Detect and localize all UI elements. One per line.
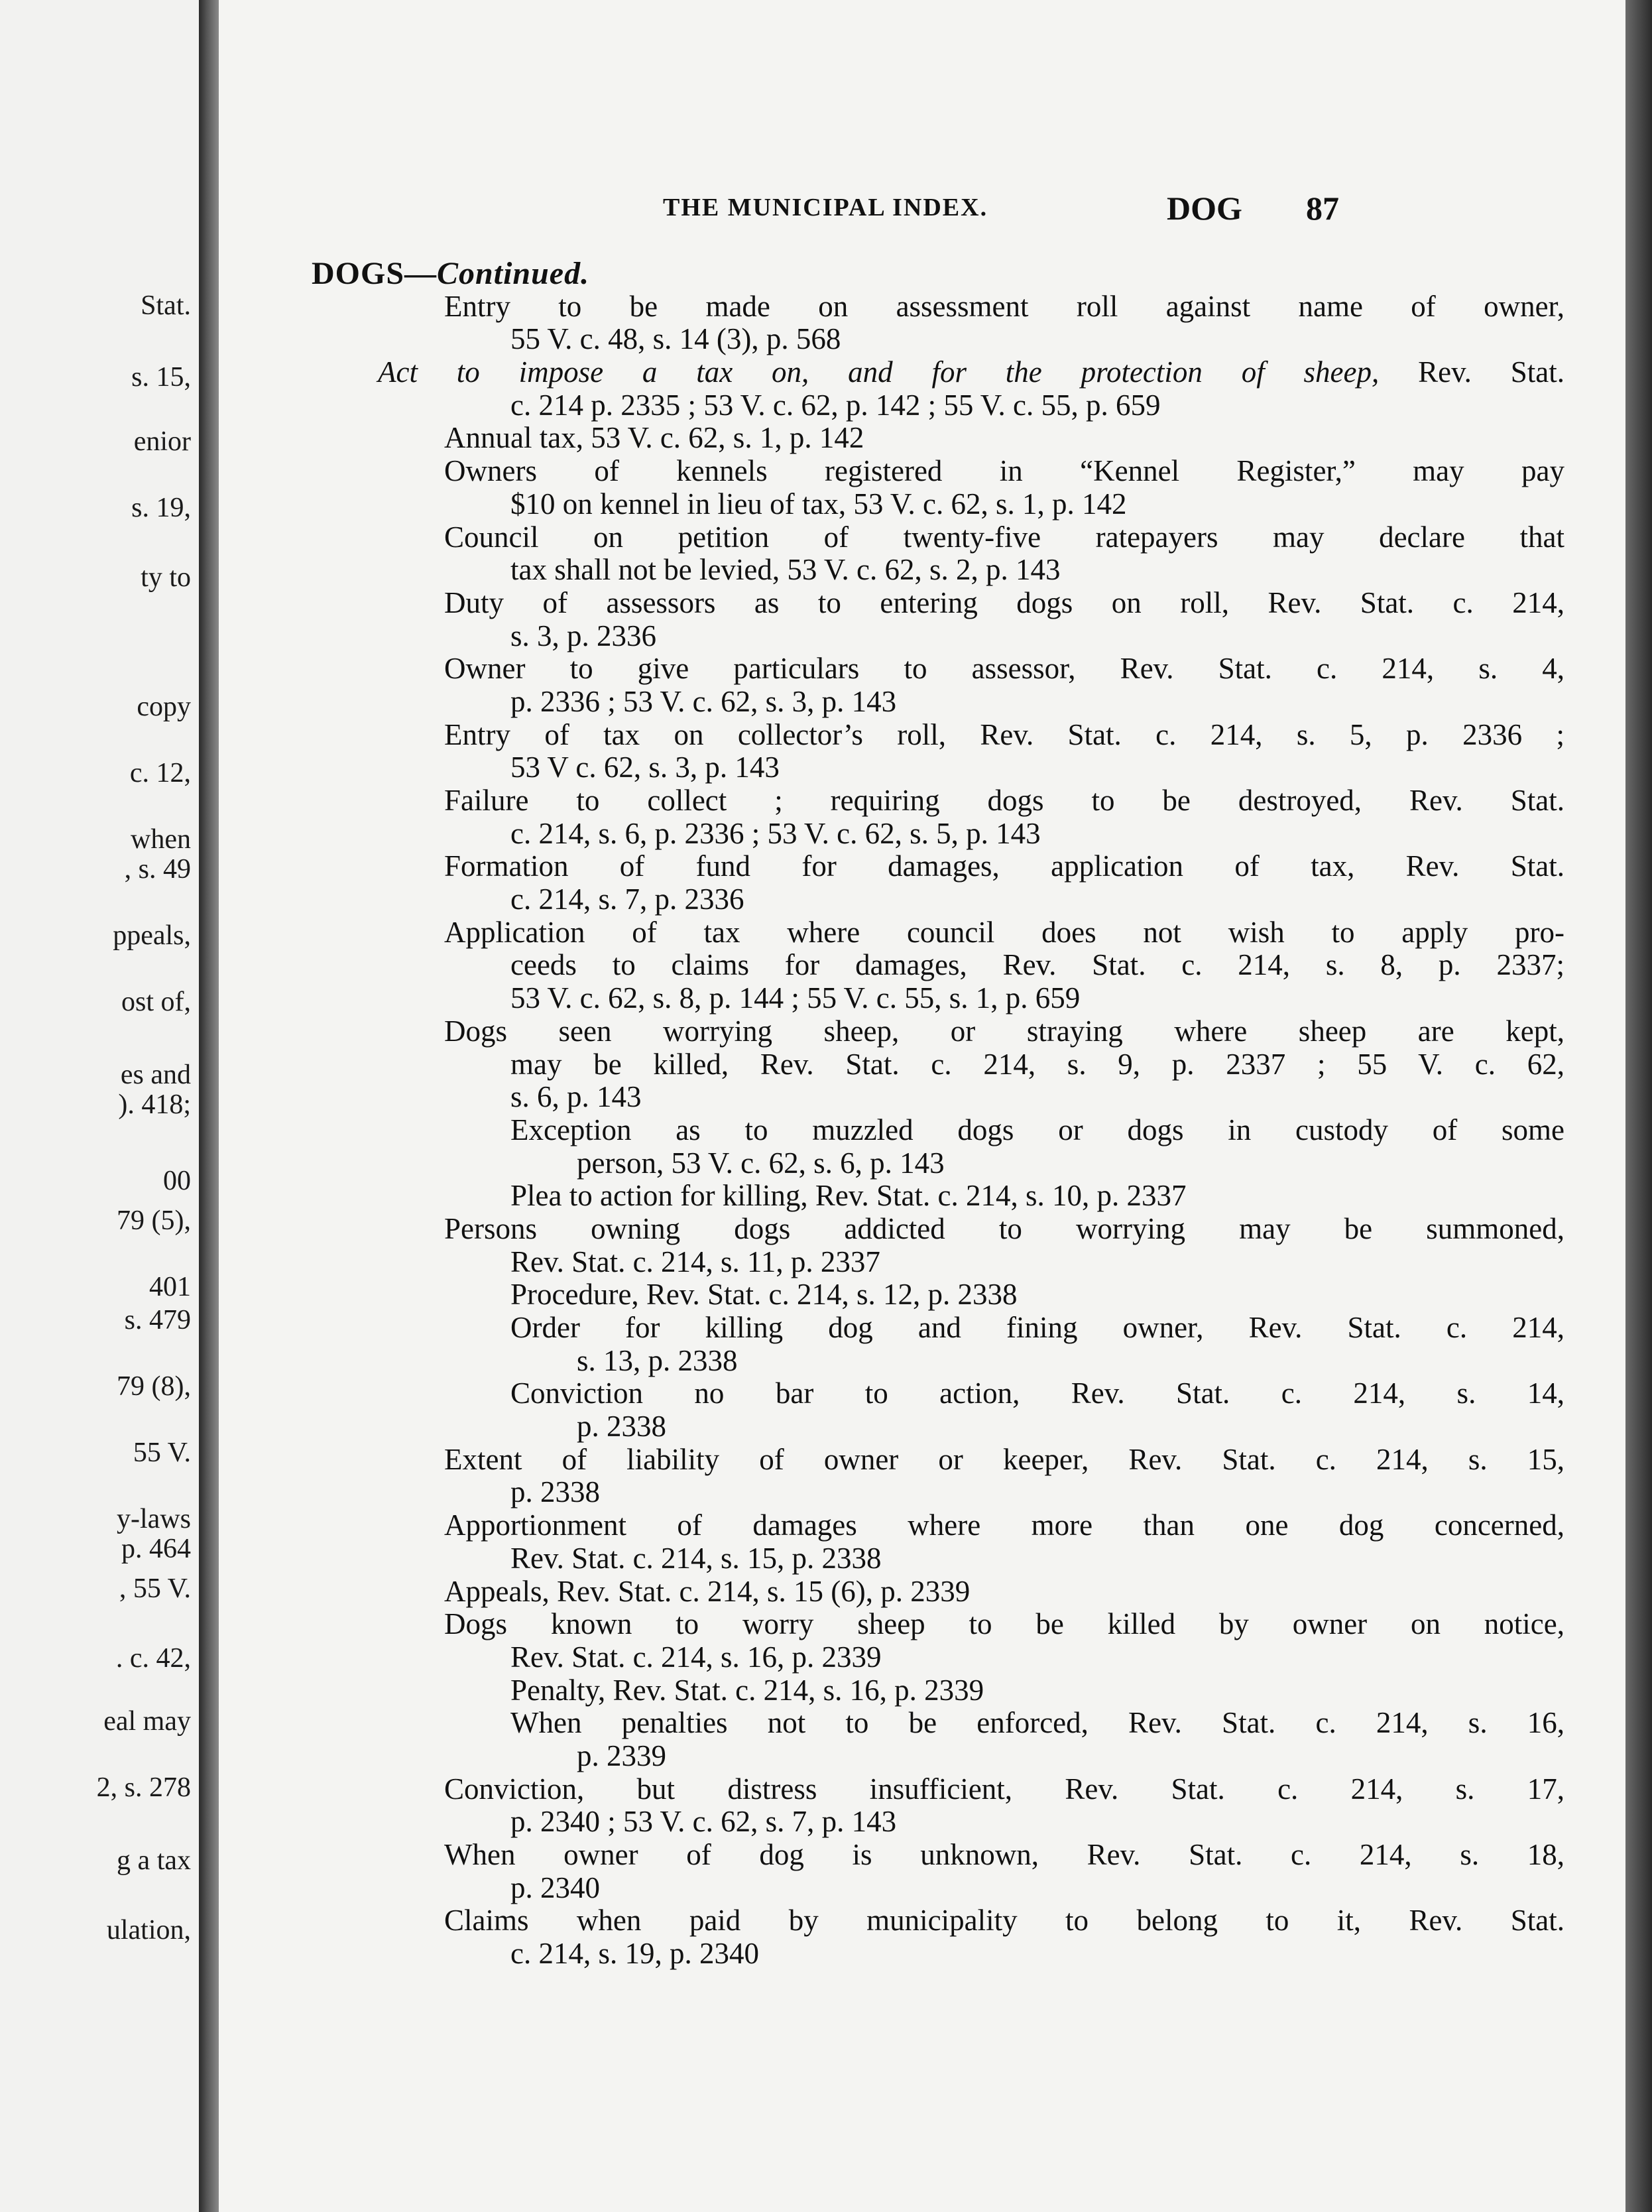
page-number: 87	[1306, 190, 1339, 227]
index-line: Annual tax, 53 V. c. 62, s. 1, p. 142	[444, 421, 864, 455]
index-line: c. 214 p. 2335 ; 53 V. c. 62, p. 142 ; 55 V. c. 55, p. 659	[510, 388, 1161, 422]
left-page-fragment: 401	[149, 1272, 191, 1302]
running-head-word: DOG	[1167, 190, 1242, 227]
index-line: Penalty, Rev. Stat. c. 214, s. 16, p. 2339	[510, 1673, 984, 1707]
index-line: Procedure, Rev. Stat. c. 214, s. 12, p. 2338	[510, 1278, 1018, 1312]
index-line: Application of tax where council does not wish to apply pro-	[444, 915, 1564, 949]
index-line: Owner to give particulars to assessor, Rev. Stat. c. 214, s. 4,	[444, 652, 1564, 686]
index-line: s. 6, p. 143	[510, 1080, 642, 1114]
index-line: p. 2336 ; 53 V. c. 62, s. 3, p. 143	[510, 684, 897, 718]
left-page-fragment: ulation,	[106, 1915, 191, 1945]
entry-heading	[312, 257, 1564, 290]
index-line: p. 2338	[577, 1410, 666, 1444]
left-page-fragment: 55 V.	[133, 1438, 191, 1468]
left-page-fragment: ppeals,	[113, 920, 191, 951]
left-page-fragment: enior	[133, 426, 191, 457]
index-line: s. 13, p. 2338	[577, 1343, 738, 1377]
index-line-rest: Rev. Stat.	[1379, 355, 1564, 389]
index-line: 53 V. c. 62, s. 8, p. 144 ; 55 V. c. 55, s. 1, p. 659	[510, 981, 1081, 1015]
right-page	[219, 0, 1625, 2212]
index-line: Persons owning dogs addicted to worrying may be summoned,	[444, 1211, 1564, 1245]
index-line: When owner of dog is unknown, Rev. Stat. c. 214, s. 18,	[444, 1838, 1564, 1871]
left-page-fragment: es and	[120, 1060, 191, 1090]
index-line	[312, 356, 1564, 389]
index-line: Rev. Stat. c. 214, s. 11, p. 2337	[510, 1245, 880, 1278]
left-page-fragment: y-laws	[117, 1504, 191, 1534]
left-page-fragment: ). 418;	[118, 1089, 191, 1120]
index-line: Extent of liability of owner or keeper, Rev. Stat. c. 214, s. 15,	[444, 1442, 1564, 1476]
running-head-title: THE MUNICIPAL INDEX.	[663, 194, 988, 221]
index-line: Dogs seen worrying sheep, or straying where sheep are kept,	[444, 1014, 1564, 1048]
left-page-fragment: when	[131, 824, 191, 855]
index-line: Order for killing dog and fining owner, Rev. Stat. c. 214,	[510, 1311, 1564, 1344]
index-line: Exception as to muzzled dogs or dogs in custody of some	[510, 1113, 1564, 1146]
index-line: Dogs known to worry sheep to be killed by owner on notice,	[444, 1607, 1564, 1641]
index-line: $10 on kennel in lieu of tax, 53 V. c. 62, s. 1, p. 142	[510, 487, 1127, 521]
left-page-fragment: s. 479	[124, 1305, 191, 1335]
index-line-italic: Act to impose a tax on, and for the protection of sheep,	[378, 355, 1380, 389]
index-line: Apportionment of damages where more than one dog concerned,	[444, 1508, 1564, 1542]
index-line: p. 2340 ; 53 V. c. 62, s. 7, p. 143	[510, 1805, 897, 1839]
index-line: may be killed, Rev. Stat. c. 214, s. 9, p. 2337 ; 55 V. c. 62,	[510, 1047, 1564, 1081]
index-line: Failure to collect ; requiring dogs to be destroyed, Rev. Stat.	[444, 784, 1564, 817]
left-page-fragment: 79 (5),	[117, 1205, 191, 1236]
index-line: Appeals, Rev. Stat. c. 214, s. 15 (6), p. 2339	[444, 1574, 971, 1608]
index-line: Owners of kennels registered in “Kennel Register,” may pay	[444, 454, 1564, 488]
index-line: p. 2340	[510, 1871, 600, 1904]
entry-heading-continued: Continued.	[437, 256, 590, 291]
index-line: p. 2339	[577, 1739, 666, 1772]
left-page-fragment: eal may	[103, 1706, 191, 1737]
index-line: Rev. Stat. c. 214, s. 15, p. 2338	[510, 1541, 882, 1575]
index-line: Formation of fund for damages, application of tax, Rev. Stat.	[444, 849, 1564, 883]
left-page-fragment: , 55 V.	[119, 1573, 191, 1604]
left-page-fragment: s. 15,	[131, 362, 191, 393]
entry-heading-word: DOGS—	[312, 256, 438, 291]
index-line: Conviction, but distress insufficient, Rev. Stat. c. 214, s. 17,	[444, 1772, 1564, 1806]
running-head	[219, 189, 1625, 229]
index-line: Council on petition of twenty-five ratepayers may declare that	[444, 520, 1564, 554]
index-line: Rev. Stat. c. 214, s. 16, p. 2339	[510, 1640, 882, 1674]
index-line: c. 214, s. 7, p. 2336	[510, 883, 744, 916]
index-line: 55 V. c. 48, s. 14 (3), p. 568	[510, 322, 841, 356]
index-line: person, 53 V. c. 62, s. 6, p. 143	[577, 1146, 945, 1180]
left-page-fragment: c. 12,	[129, 758, 191, 788]
left-page-fragment: ost of,	[121, 987, 191, 1017]
left-page-fragment: copy	[137, 692, 191, 722]
index-line: tax shall not be levied, 53 V. c. 62, s. 2, p. 143	[510, 553, 1061, 587]
left-page-fragment: p. 464	[121, 1534, 191, 1564]
book-edge	[1625, 0, 1652, 2212]
index-entries	[312, 257, 1564, 1971]
index-line: 53 V c. 62, s. 3, p. 143	[510, 751, 780, 784]
index-line: When penalties not to be enforced, Rev. Stat. c. 214, s. 16,	[510, 1706, 1564, 1740]
left-page-fragment: , s. 49	[124, 854, 191, 885]
left-page	[0, 0, 199, 2212]
left-page-fragment: . c. 42,	[115, 1643, 191, 1674]
left-page-fragment: ty to	[141, 562, 191, 593]
index-line: Entry to be made on assessment roll against name of owner,	[444, 289, 1564, 323]
index-line: Plea to action for killing, Rev. Stat. c. 214, s. 10, p. 2337	[510, 1179, 1187, 1213]
left-page-fragment: s. 19,	[131, 493, 191, 523]
index-line: c. 214, s. 19, p. 2340	[510, 1937, 759, 1971]
index-line: c. 214, s. 6, p. 2336 ; 53 V. c. 62, s. 5, p. 143	[510, 816, 1041, 850]
left-page-fragment: Stat.	[141, 290, 191, 321]
left-page-fragment: 00	[163, 1166, 191, 1196]
index-line: Duty of assessors as to entering dogs on roll, Rev. Stat. c. 214,	[444, 585, 1564, 619]
book-gutter	[199, 0, 219, 2212]
left-page-fragment: 2, s. 278	[96, 1772, 191, 1803]
index-line: Claims when paid by municipality to belong to it, Rev. Stat.	[444, 1904, 1564, 1937]
index-line: p. 2338	[510, 1475, 600, 1509]
index-line: ceeds to claims for damages, Rev. Stat. c. 214, s. 8, p. 2337;	[510, 948, 1564, 982]
index-line: Conviction no bar to action, Rev. Stat. c. 214, s. 14,	[510, 1377, 1564, 1410]
left-page-fragment: 79 (8),	[117, 1371, 191, 1402]
index-line: Entry of tax on collector’s roll, Rev. Stat. c. 214, s. 5, p. 2336 ;	[444, 717, 1564, 751]
index-line: s. 3, p. 2336	[510, 619, 657, 652]
left-page-fragment: g a tax	[117, 1845, 191, 1876]
